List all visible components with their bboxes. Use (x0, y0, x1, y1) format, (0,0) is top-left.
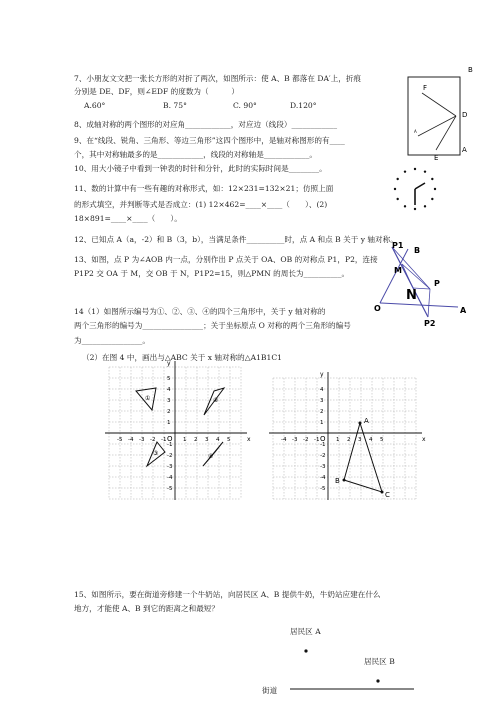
coordinate-grid-2 (258, 360, 436, 500)
q13-line2: P1P2 交 OA 于 M，交 OB 于 N，P1P2=15，则△PMN 的周长为__________。 (74, 269, 350, 278)
angle-figure (372, 240, 470, 328)
y-tick-label: 3 (320, 398, 324, 404)
q7-option-c: C. 90° (233, 101, 257, 110)
x-tick-label: -4 (128, 437, 134, 443)
clock-dot (431, 178, 433, 180)
q9-line1: 9、在“线段、锐角、三角形、等边三角形”这四个图形中，是轴对称图形的有____ (74, 136, 345, 145)
x-axis-label: x (422, 436, 426, 443)
residential-a-label: 居民区 A (290, 627, 321, 636)
q15-line1: 15、如图所示，要在街道旁修建一个牛奶站，向居民区 A、B 提供牛奶，牛奶站应建在什么 (74, 590, 381, 599)
origin-label: O (320, 435, 326, 443)
y-tick-label: 4 (320, 387, 324, 393)
q15-line2: 地方，才能使 A、B 到它的距离之和最短？ (74, 604, 219, 613)
y-tick-label: -2 (320, 453, 326, 459)
angle-label-m: M (394, 266, 402, 275)
grid2-label-b: B (335, 477, 340, 485)
x-tick-label: -2 (150, 437, 156, 443)
y-tick-label: -3 (167, 464, 173, 470)
q14-line2: 两个三角形的编号为________________；关于坐标原点 O 对称的两个三角形的编号 (74, 321, 351, 330)
x-tick-label: -5 (117, 437, 123, 443)
y-tick-label: 4 (167, 387, 171, 393)
x-tick-label: 3 (205, 437, 209, 443)
angle-label-b: B (414, 246, 421, 255)
q12-text: 12、已知点 A（a，-2）和 B（3，b），当满足条件__________时，点 A 和点 B 关于 y 轴对称。 (74, 235, 398, 244)
y-tick-label: -5 (320, 486, 326, 492)
q13-line1: 13、如图，点 P 为∠AOB 内一点，分别作出 P 点关于 OA、OB 的对称点 P1，P2，连接 (74, 255, 378, 264)
x-tick-label: 4 (216, 437, 220, 443)
fold-label-a-small: A (414, 129, 417, 134)
clock-dot (396, 178, 398, 180)
q8-text: 8、成轴对称的两个图形的对应角____________，对应边（线段）____________ (74, 120, 338, 129)
triangle-label-1: ① (145, 395, 151, 402)
y-tick-label: 1 (167, 420, 171, 426)
y-tick-label: -4 (167, 475, 173, 481)
y-tick-label: 1 (320, 420, 324, 426)
clock-dot (434, 188, 436, 190)
q14-part2: （2）在图 4 中，画出与△ABC 关于 x 轴对称的△A1B1C1 (82, 353, 282, 362)
angle-label-n: N (406, 288, 417, 303)
fold-label-d: D (462, 111, 468, 119)
point-b (376, 679, 379, 682)
x-tick-label: -1 (314, 437, 320, 443)
y-tick-label: -1 (320, 442, 326, 448)
angle-label-p2: P2 (424, 319, 436, 328)
y-tick-label: -1 (167, 442, 173, 448)
y-axis-label: y (320, 371, 324, 378)
clock-dot (424, 170, 426, 172)
fold-label-e: E (434, 154, 439, 162)
x-tick-label: 5 (227, 437, 231, 443)
fold-figure (404, 60, 494, 162)
y-axis-label: y (167, 360, 171, 367)
y-tick-label: -5 (167, 486, 173, 492)
x-tick-label: -2 (303, 437, 309, 443)
grid2-label-a: A (364, 417, 369, 425)
residential-b-label: 居民区 B (364, 657, 395, 666)
q14-line3: 为________________。 (74, 336, 150, 345)
y-tick-label: 3 (167, 398, 171, 404)
x-axis-label: x (247, 436, 251, 443)
y-tick-label: 2 (320, 409, 324, 415)
angle-label-p1: P1 (392, 241, 404, 250)
y-tick-label: -4 (320, 475, 326, 481)
x-tick-label: 2 (347, 437, 351, 443)
triangle-label-2: ② (213, 397, 219, 404)
clock-dot (404, 205, 406, 207)
y-tick-label: 2 (167, 409, 171, 415)
q9-line2: 个，其中对称轴最多的是____________，线段的对称轴是____________。 (74, 150, 317, 159)
triangle-label-3: ③ (153, 450, 159, 457)
x-tick-label: -3 (292, 437, 298, 443)
q11-line1: 11、数的计算中有一些有趣的对称形式，如：12×231=132×21；仿照上面 (74, 184, 334, 193)
q14-line1: 14（1）如图所示编号为①、②、③、④的四个三角形中，关于 y 轴对称的 (74, 307, 326, 316)
x-tick-label: -4 (281, 437, 287, 443)
fold-label-b: B (468, 66, 473, 74)
q7-line2: 分别是 DE、DF，则∠EDF 的度数为（ ） (74, 87, 239, 96)
clock-dot (414, 208, 416, 210)
grid2-label-c: C (385, 491, 390, 499)
y-tick-label: 5 (167, 376, 171, 382)
street-label: 街道 (262, 686, 278, 695)
y-tick-label: -2 (167, 453, 173, 459)
x-tick-label: 1 (336, 437, 340, 443)
q7-line1: 7、小朋友文文把一张长方形的对折了两次，如图所示：使 A、B 都落在 DA′上，折痕 (74, 74, 362, 83)
y-tick-label: -3 (320, 464, 326, 470)
x-tick-label: 4 (369, 437, 373, 443)
fold-label-a: A (462, 146, 467, 154)
q11-line2: 的形式填空，并判断等式是否成立：(1) 12×462=____×____（ ）、(2) (74, 200, 328, 209)
q7-option-a: A.60° (84, 101, 106, 110)
q11-line3: 18×891=____×____（ ）。 (74, 214, 182, 223)
clock-dot (394, 188, 396, 190)
angle-label-p: P (434, 279, 440, 288)
triangle-label-4: ④ (208, 453, 214, 460)
coordinate-grid-1 (90, 360, 260, 500)
x-tick-label: 3 (358, 437, 362, 443)
clock-dot (404, 170, 406, 172)
x-tick-label: -3 (139, 437, 145, 443)
residential-figure (280, 640, 420, 696)
clock-dot (431, 198, 433, 200)
angle-label-o: O (374, 304, 381, 313)
clock-dot (396, 198, 398, 200)
x-tick-label: 2 (194, 437, 198, 443)
q7-option-d: D.120° (290, 101, 317, 110)
angle-label-a: A (460, 306, 467, 315)
clock-dot (424, 205, 426, 207)
x-tick-label: -1 (161, 437, 167, 443)
mirror-clock (392, 166, 438, 212)
x-tick-label: 1 (183, 437, 187, 443)
q7-option-b: B. 75° (163, 101, 187, 110)
x-tick-label: 5 (380, 437, 384, 443)
q10-text: 10、用大小镜子中看到一钟表的时针和分针，此时的实际时间是________。 (74, 164, 327, 173)
clock-dot (414, 168, 416, 170)
point-a (304, 649, 307, 652)
origin-label: O (167, 435, 173, 443)
fold-label-f: F (423, 84, 428, 92)
